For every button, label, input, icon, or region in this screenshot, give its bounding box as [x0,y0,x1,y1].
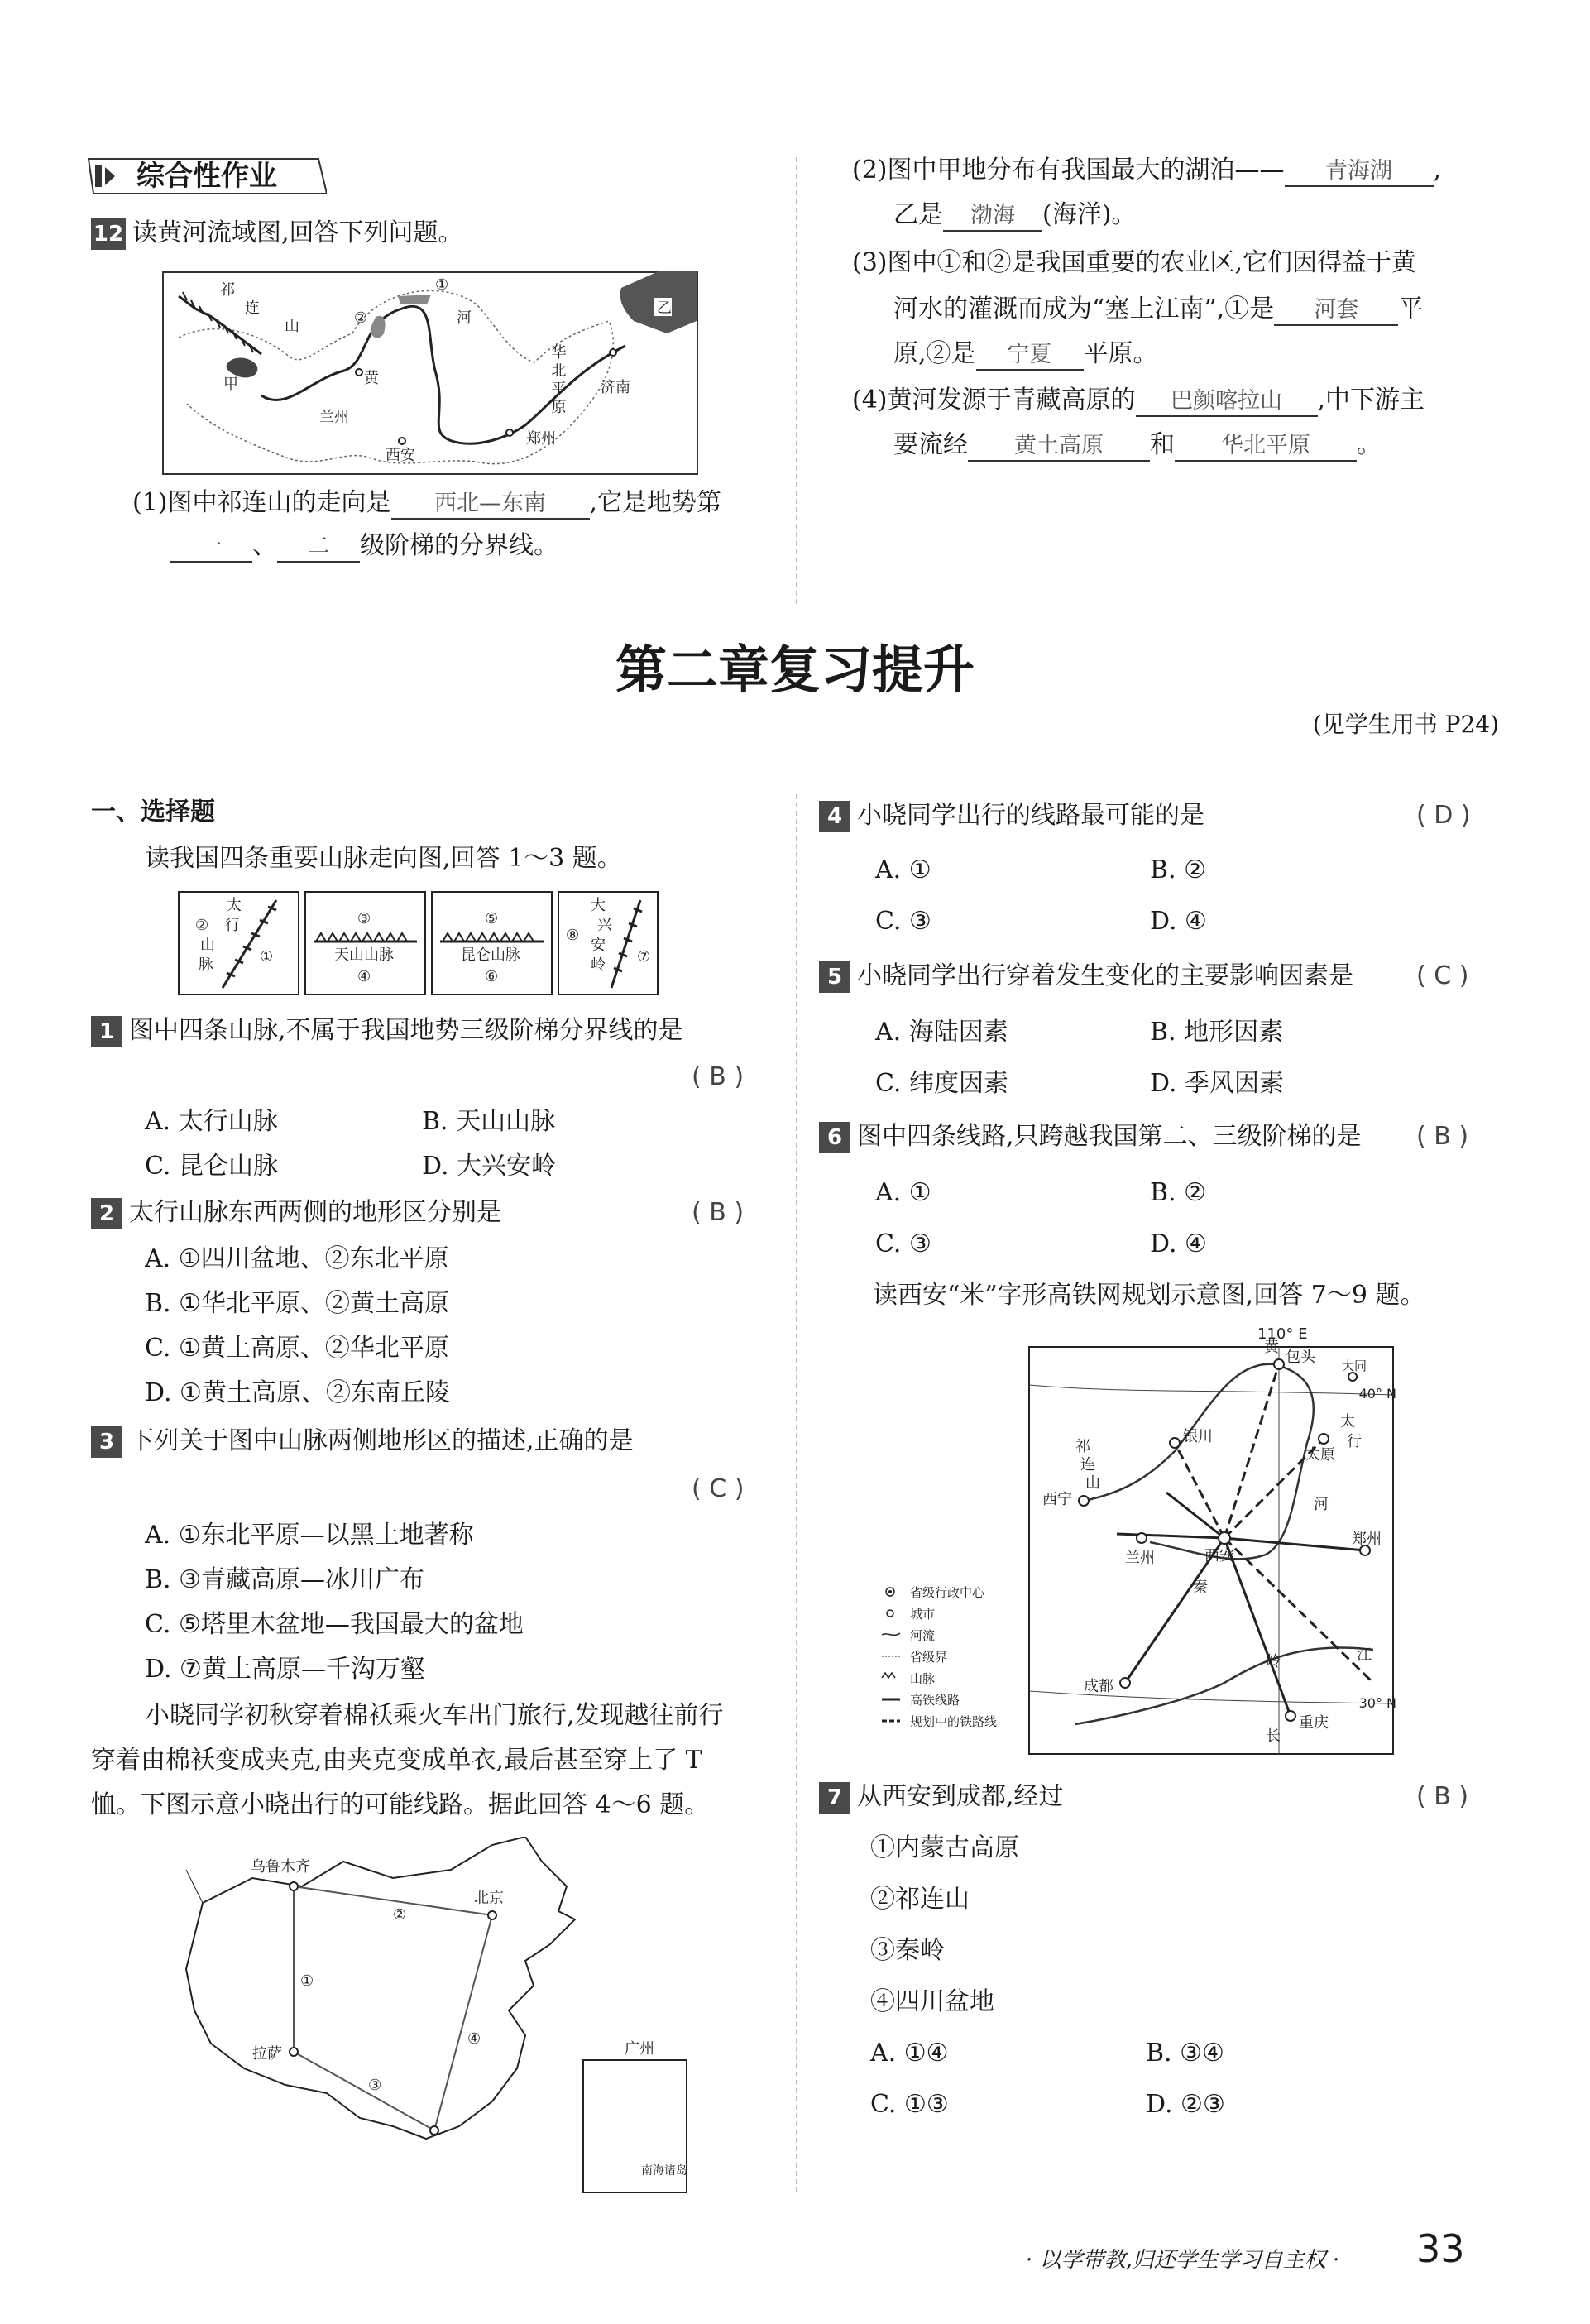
q7-option-c[interactable]: C. ①③ [870,2090,949,2119]
section-header [87,156,327,197]
q1-option-c[interactable]: C. 昆仑山脉 [145,1152,278,1181]
rail-qin: 秦 [1193,1579,1208,1596]
q7-item-1: ①内蒙古高原 [870,1833,1019,1862]
tianshan-name: 天山山脉 [334,946,394,964]
q12-p3-text-d: 原,②是 [893,339,976,368]
area-1 [398,295,431,304]
q12-p2-text-b: , [1433,156,1442,184]
xian-rail-map [877,1327,1398,1757]
route-label-2: ② [393,1906,407,1924]
taihang-char-1: 太 [227,897,242,914]
tianshan-num-4: ④ [357,968,371,985]
q12-part1-line1 [132,486,721,520]
q6-stem [819,1120,1362,1153]
rail-taiyuan: 太原 [1305,1446,1335,1464]
dxal-char-1: 大 [591,897,606,914]
q12-part4-line2 [893,429,1382,462]
q3-stem [91,1425,634,1458]
q12-p1-text-c: 级阶梯的分界线。 [360,531,558,560]
intro-1-3: 读我国四条重要山脉走向图,回答 1～3 题。 [145,844,622,873]
q2-answer: ( B ) [692,1198,745,1227]
rail-zhengzhou: 郑州 [1352,1531,1382,1548]
q12-p4-answer1: 巴颜喀拉山 [1136,387,1318,417]
q2-option-d[interactable]: D. ①黄土高原、②东南丘陵 [145,1378,450,1407]
rail-lon: 110° E [1257,1327,1308,1343]
q2-stem-text: 太行山脉东西两侧的地形区分别是 [129,1198,501,1227]
q12-part2-line1 [852,154,1441,187]
rail-ling: 岭 [1266,1653,1281,1670]
q1-stem [91,1014,683,1047]
q12-p1-text-a: (1)图中祁连山的走向是 [132,488,391,517]
story-line-2: 穿着由棉袄变成夹克,由夹克变成单衣,最后甚至穿上了 T [91,1746,702,1775]
q12-part2-line2 [893,199,1136,232]
q4-option-a[interactable]: A. ① [875,855,931,884]
q6-number: 6 [819,1122,850,1153]
q12-p4-text-b: ,中下游主 [1317,386,1425,414]
q7-stem [819,1780,1064,1814]
q12-part4-line1 [852,384,1425,417]
q3-option-a[interactable]: A. ①东北平原—以黑土地著称 [145,1521,474,1550]
map-beijing: 北京 [474,1890,504,1907]
tianshan-num-3: ③ [357,910,371,927]
q7-item-4: ④四川盆地 [870,1987,994,2016]
mountain-box-taihang [179,892,299,994]
q3-stem-text: 下列关于图中山脉两侧地形区的描述,正确的是 [129,1426,634,1455]
rail-he: 河 [1314,1496,1329,1513]
map-label-lanzhou: 兰州 [319,409,349,426]
q6-option-d[interactable]: D. ④ [1150,1229,1207,1258]
q4-stem [819,799,1204,832]
map-lhasa: 拉萨 [252,2045,282,2063]
q5-stem [819,960,1353,993]
q3-option-c[interactable]: C. ⑤塔里木盆地—我国最大的盆地 [145,1610,524,1639]
q12-p1-answer3: 二 [277,533,360,563]
q5-option-c[interactable]: C. 纬度因素 [875,1069,1008,1098]
q2-option-b[interactable]: B. ①华北平原、②黄土高原 [145,1289,450,1318]
dxal-char-4: 岭 [591,956,606,974]
chapter-title: 第二章复习提升 [615,640,975,700]
map-label-he: 河 [457,309,472,327]
map-label-c2: ② [354,309,368,327]
taihang-num-1: ① [260,948,274,966]
q7-number: 7 [819,1782,850,1814]
q4-answer: ( D ) [1416,801,1471,830]
q7-stem-text: 从西安到成都,经过 [857,1782,1064,1811]
rail-lanzhou: 兰州 [1125,1550,1155,1567]
q7-answer: ( B ) [1416,1782,1469,1811]
q12-p2-text-a: (2)图中甲地分布有我国最大的湖泊—— [852,156,1285,184]
rail-chengdu: 成都 [1084,1678,1113,1695]
q5-stem-text: 小晓同学出行穿着发生变化的主要影响因素是 [857,961,1353,990]
kunlun-num-6: ⑥ [485,968,499,985]
q1-option-d[interactable]: D. 大兴安岭 [422,1152,557,1181]
dxal-char-2: 兴 [597,917,612,934]
q12-p3-text-c: 平 [1398,295,1424,323]
map-label-c1: ① [435,276,449,294]
legend-province-border: 省级界 [910,1650,948,1665]
rail-huang: 黄 [1264,1339,1279,1356]
q2-option-a[interactable]: A. ①四川盆地、②东北平原 [145,1244,449,1273]
rail-yinchuan: 银川 [1183,1428,1213,1445]
q6-option-b[interactable]: B. ② [1150,1178,1207,1207]
q2-option-c[interactable]: C. ①黄土高原、②华北平原 [145,1334,449,1363]
mountain-diagrams [177,890,690,998]
mountain-box-daxinganling [558,892,658,994]
q3-option-b[interactable]: B. ③青藏高原—冰川广布 [145,1565,425,1594]
q12-stem: 读黄河流域图,回答下列问题。 [132,218,463,247]
rail-tai: 太 [1340,1413,1355,1430]
q6-answer: ( B ) [1416,1122,1469,1151]
q5-option-d[interactable]: D. 季风因素 [1150,1069,1285,1098]
legend-river: 河流 [910,1628,936,1643]
rail-xining: 西宁 [1042,1491,1072,1508]
q12-p2-answer2: 渤海 [943,202,1042,232]
q12-stem-row [91,217,463,250]
q5-option-a[interactable]: A. 海陆因素 [875,1018,1008,1047]
q12-number: 12 [91,218,126,250]
q2-stem [91,1196,501,1229]
q12-p1-text-b: ,它是地势第 [589,488,722,517]
column-divider-top [796,157,797,604]
q12-p4-answer3: 华北平原 [1175,432,1357,462]
q7-item-2: ②祁连山 [870,1885,970,1914]
rail-xian: 西安 [1204,1547,1234,1565]
q4-option-b[interactable]: B. ② [1150,855,1207,884]
q3-option-d[interactable]: D. ⑦黄土高原—千沟万壑 [145,1655,425,1684]
q1-option-b[interactable]: B. 天山山脉 [422,1107,556,1136]
q3-answer: ( C ) [692,1474,745,1503]
column-divider-bottom [796,794,797,2192]
rail-lat40: 40° N [1358,1386,1396,1402]
dxal-num-8: ⑧ [566,927,580,944]
china-route-map [178,1837,691,2201]
q12-p3-text-b: 河水的灌溉而成为“塞上江南”,①是 [893,295,1275,323]
map-label-shan: 山 [285,318,299,335]
q5-number: 5 [819,961,850,993]
page-number: 33 [1416,2226,1465,2271]
map-label-jia: 甲 [223,376,238,393]
rail-baotou: 包头 [1286,1349,1315,1366]
q4-option-d[interactable]: D. ④ [1150,907,1207,936]
q12-p4-text-a: (4)黄河发源于青藏高原的 [852,386,1136,414]
q1-number: 1 [91,1016,122,1047]
q12-p3-answer2: 宁夏 [976,341,1084,371]
rail-lian: 连 [1080,1456,1095,1473]
q12-p3-text-a: (3)图中①和②是我国重要的农业区,它们因得益于黄 [852,248,1417,277]
q4-stem-text: 小晓同学出行的线路最可能的是 [857,801,1204,830]
q6-option-a[interactable]: A. ① [875,1178,931,1207]
q3-number: 3 [91,1426,122,1458]
q1-stem-text: 图中四条山脉,不属于我国地势三级阶梯分界线的是 [129,1016,683,1045]
rail-datong: 大同 [1342,1358,1367,1373]
rail-legend [882,1585,997,1729]
footer-slogan: · 以学带教,归还学生学习自主权 · [1026,2248,1340,2273]
rail-chongqing: 重庆 [1299,1714,1329,1732]
q1-answer: ( B ) [692,1062,745,1091]
q7-option-b[interactable]: B. ③④ [1146,2039,1224,2068]
q7-item-3: ③秦岭 [870,1936,945,1965]
q1-option-a[interactable]: A. 太行山脉 [145,1107,278,1136]
q12-part3-line2 [893,293,1423,326]
q12-p2-answer1: 青海湖 [1285,157,1434,187]
q7-option-d[interactable]: D. ②③ [1146,2090,1225,2119]
section-title: 综合性作业 [136,160,277,193]
taihang-num-2: ② [195,917,209,934]
map-urumqi: 乌鲁木齐 [251,1858,310,1876]
taihang-char-2: 行 [225,917,240,934]
legend-planned-rail: 规划中的铁路线 [910,1714,998,1729]
q2-number: 2 [91,1198,122,1229]
reference-note: (见学生用书 P24) [1312,711,1499,738]
q12-p4-text-d: 和 [1150,430,1175,459]
kunlun-name: 昆仑山脉 [461,946,520,964]
q12-p4-text-e: 。 [1357,430,1382,459]
q4-number: 4 [819,801,850,832]
story-line-1: 小晓同学初秋穿着棉袄乘火车出门旅行,发现越往前行 [145,1701,724,1730]
route-label-3: ③ [368,2077,382,2094]
map-label-huabei: 华北平原 [548,344,567,417]
q5-answer: ( C ) [1416,961,1469,990]
q12-p3-answer1: 河套 [1274,296,1398,326]
rail-chang: 长 [1266,1727,1281,1745]
legend-mountain: 山脉 [910,1671,936,1686]
map-label-qi: 祁 [220,281,235,299]
route-4 [434,1915,492,2130]
q6-stem-text: 图中四条线路,只跨越我国第二、三级阶梯的是 [857,1122,1362,1151]
q12-p4-text-c: 要流经 [893,430,968,459]
q4-option-c[interactable]: C. ③ [875,907,931,936]
q12-p2-text-c: 乙是 [893,200,943,229]
map-label-yi: 乙 [657,299,672,317]
rail-qi: 祁 [1075,1438,1090,1455]
map-label-lian: 连 [245,299,260,317]
q12-p2-text-d: (海洋)。 [1042,200,1137,229]
q7-option-a[interactable]: A. ①④ [870,2039,949,2068]
kunlun-num-5: ⑤ [485,910,499,927]
legend-city: 城市 [910,1607,936,1622]
map-label-jinan: 济南 [601,379,630,396]
q12-p3-text-e: 平原。 [1083,339,1158,368]
legend-hsr: 高铁线路 [910,1693,960,1708]
legend-provincial-capital: 省级行政中心 [910,1585,985,1600]
rail-shan: 山 [1085,1474,1100,1492]
mountain-box-tianshan [305,892,425,994]
story-line-3: 恤。下图示意小晓出行的可能线路。据此回答 4～6 题。 [91,1790,710,1819]
map-label-zhengzhou: 郑州 [526,430,556,448]
q12-part3-line1 [852,247,1416,280]
rail-xing: 行 [1347,1433,1362,1450]
q12-p1-answer1: 西北—东南 [391,490,590,520]
intro-7-9: 读西安“米”字形高铁网规划示意图,回答 7～9 题。 [873,1281,1425,1310]
route-label-1: ① [300,1972,314,1990]
part1-title: 一、选择题 [91,798,215,827]
map-nanhai: 南海诸岛 [641,2164,687,2178]
map-label-huang: 黄 [364,370,379,387]
dxal-char-3: 安 [591,937,606,954]
q12-p1-sep: 、 [252,531,277,560]
mountain-box-kunlun [432,892,552,994]
route-label-4: ④ [467,2030,481,2048]
map-guangzhou: 广州 [625,2040,654,2058]
rail-lat30: 30° N [1358,1695,1396,1711]
q6-option-c[interactable]: C. ③ [875,1229,931,1258]
q12-p4-answer2: 黄土高原 [968,432,1150,462]
q12-part1-line2 [170,529,558,563]
taihang-char-3: 山 [200,937,215,954]
q5-option-b[interactable]: B. 地形因素 [1150,1018,1284,1047]
taihang-char-4: 脉 [199,956,213,974]
map-label-xian: 西安 [386,447,415,464]
q12-part3-line3 [893,338,1158,371]
q12-p1-answer2: 一 [170,533,252,563]
yellow-river-map [162,271,698,475]
rail-jiang: 江 [1357,1646,1372,1664]
dxal-num-7: ⑦ [637,948,651,966]
